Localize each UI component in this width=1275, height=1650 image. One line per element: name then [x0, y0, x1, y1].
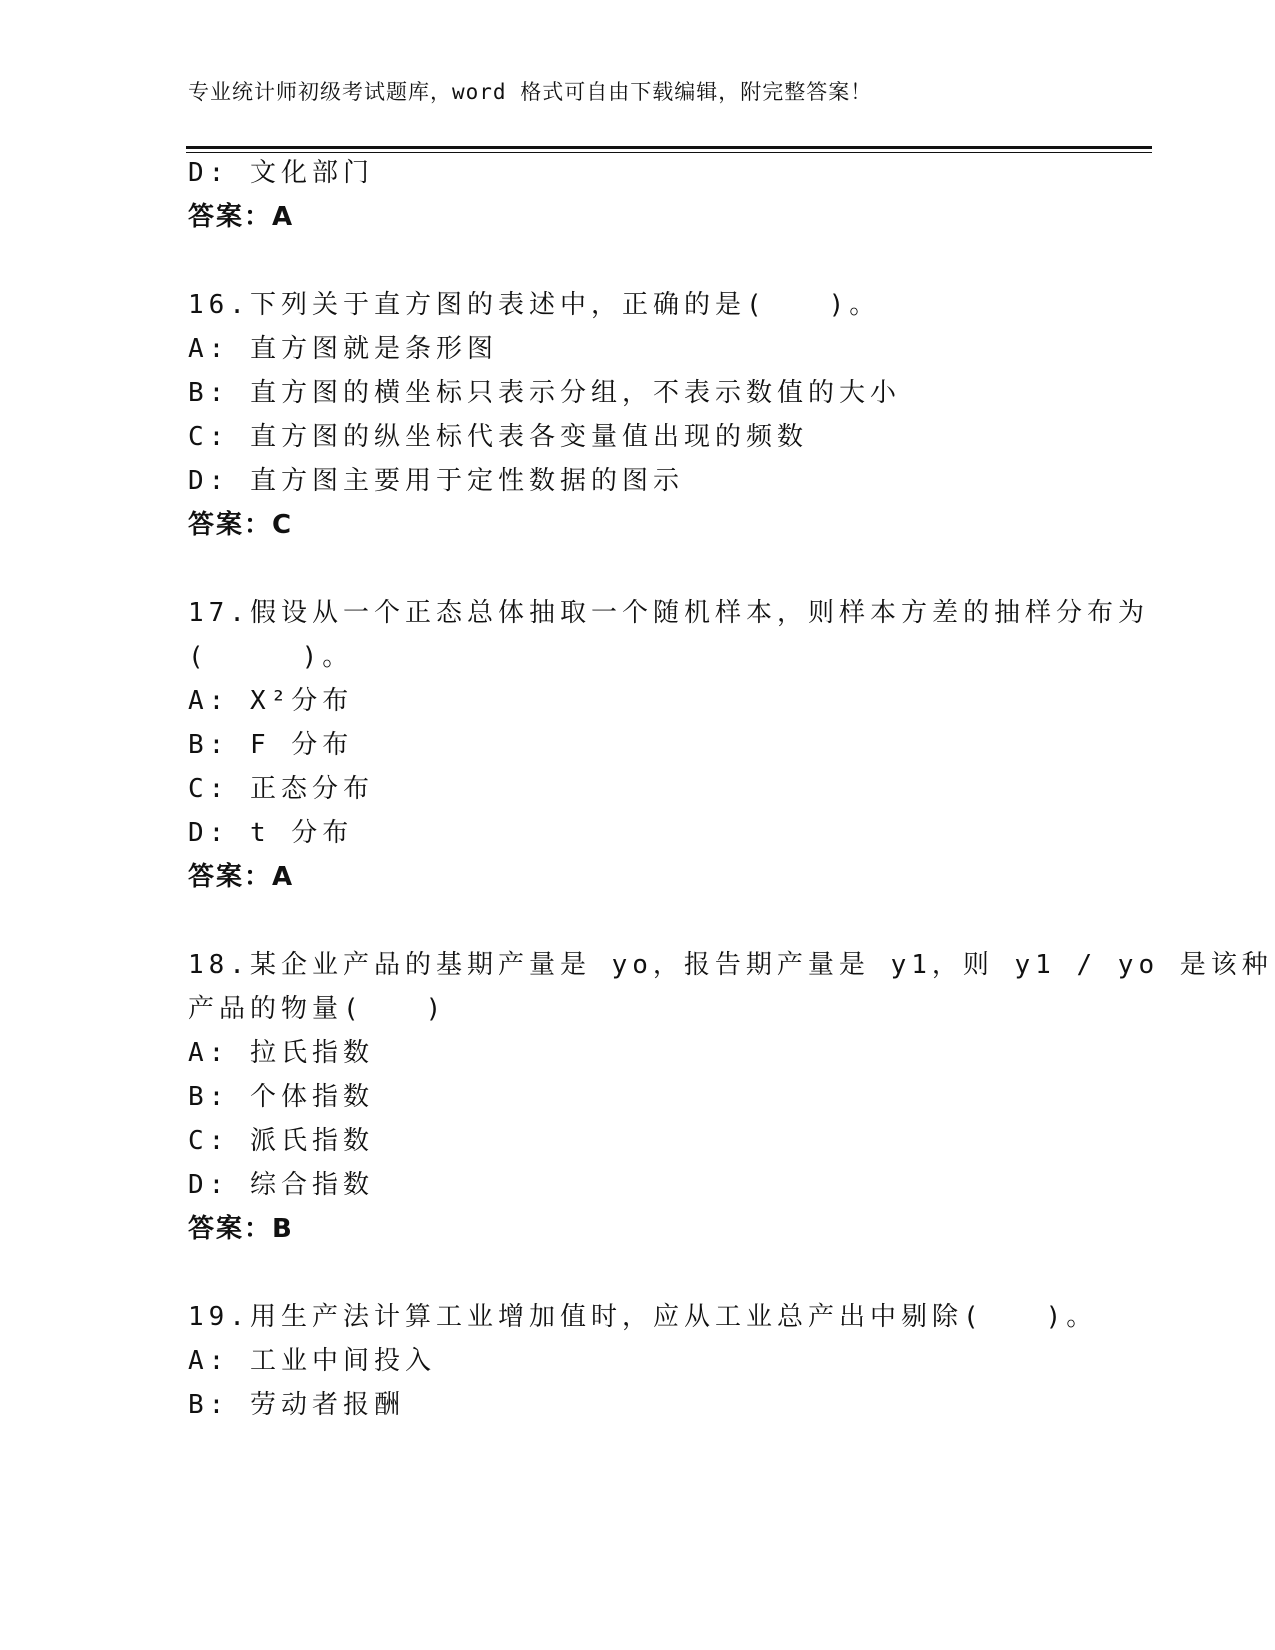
q16-option-a: A: 直方图就是条形图 — [188, 334, 498, 364]
q17-option-a: A: X²分布 — [188, 686, 354, 716]
q16-option-b: B: 直方图的横坐标只表示分组，不表示数值的大小 — [188, 378, 901, 408]
q16-option-c: C: 直方图的纵坐标代表各变量值出现的频数 — [188, 422, 808, 452]
q18-stem-line1: 18.某企业产品的基期产量是 yo，报告期产量是 y1，则 y1 / yo 是该种 — [188, 950, 1273, 980]
page-header: 专业统计师初级考试题库，word 格式可自由下载编辑，附完整答案！ — [188, 80, 873, 104]
q16-option-d: D: 直方图主要用于定性数据的图示 — [188, 466, 684, 496]
q17-stem-line2: ( )。 — [188, 642, 354, 672]
q17-option-c: C: 正态分布 — [188, 774, 374, 804]
q18-option-b: B: 个体指数 — [188, 1082, 374, 1112]
q16-stem: 16.下列关于直方图的表述中，正确的是( )。 — [188, 290, 881, 320]
q18-answer: 答案：B — [188, 1214, 294, 1244]
header-rule-thin — [186, 152, 1152, 153]
q17-option-b: B: F 分布 — [188, 730, 354, 760]
q17-option-d: D: t 分布 — [188, 818, 354, 848]
q19-option-b: B: 劳动者报酬 — [188, 1390, 405, 1420]
q18-stem-line2: 产品的物量( ) — [188, 994, 447, 1024]
q19-option-a: A: 工业中间投入 — [188, 1346, 436, 1376]
q17-answer: 答案：A — [188, 862, 295, 892]
header-rule-thick — [186, 146, 1152, 149]
q18-option-c: C: 派氏指数 — [188, 1126, 374, 1156]
q19-stem: 19.用生产法计算工业增加值时，应从工业总产出中剔除( )。 — [188, 1302, 1098, 1332]
q18-option-a: A: 拉氏指数 — [188, 1038, 374, 1068]
q18-option-d: D: 综合指数 — [188, 1170, 374, 1200]
q15-answer: 答案：A — [188, 202, 295, 232]
q16-answer: 答案：C — [188, 510, 294, 540]
q17-stem-line1: 17.假设从一个正态总体抽取一个随机样本，则样本方差的抽样分布为 — [188, 598, 1149, 628]
q15-option-d: D: 文化部门 — [188, 158, 374, 188]
